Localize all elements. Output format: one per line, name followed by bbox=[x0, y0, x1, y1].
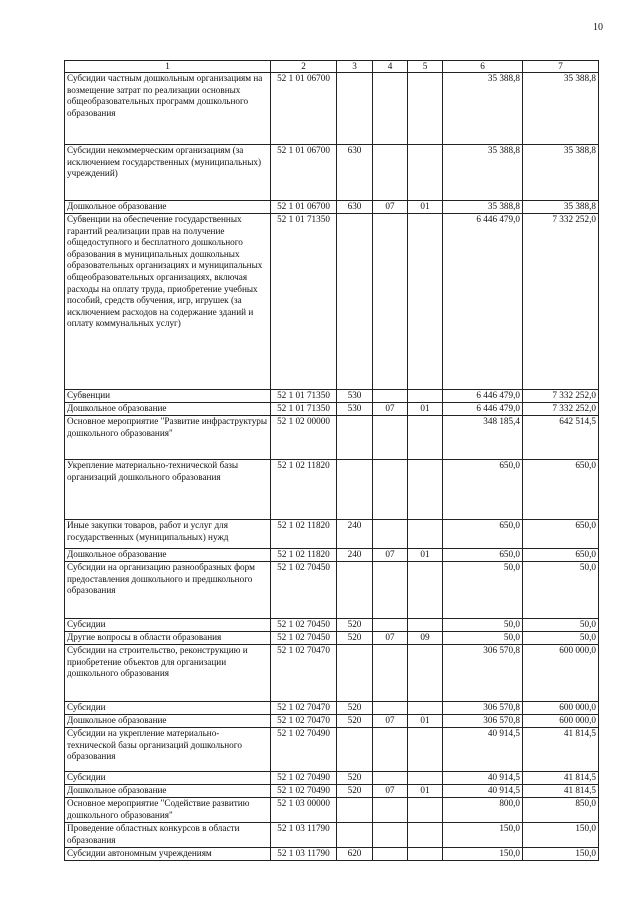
row-subsection bbox=[408, 73, 443, 145]
row-name: Субвенции на обеспечение государственных гарантий реализации прав на получение общедоступного и бесплатного дошкольного образования в муниципальных дошкольных образовательных организациях и муниципальных общеобразовательных организациях, включая расходы на оплату труда, приобретение учебных пособий, средств обучения, игр, игрушек (за исключением расходов на содержание зданий и оплату коммунальных услуг) bbox=[65, 214, 271, 390]
table-row bbox=[65, 460, 599, 520]
row-subsection bbox=[408, 823, 443, 848]
row-amount-year1: 650,0 bbox=[443, 460, 523, 520]
row-section bbox=[373, 823, 408, 848]
table-row bbox=[65, 785, 599, 798]
table-row bbox=[65, 201, 599, 214]
row-section bbox=[373, 416, 408, 460]
row-name: Субсидии на строительство, реконструкцию и приобретение объектов для организации дошкольного образования bbox=[65, 645, 271, 702]
row-amount-year1: 6 446 479,0 bbox=[443, 390, 523, 403]
row-name: Субсидии на укрепление материально-технической базы организаций дошкольного образования bbox=[65, 728, 271, 772]
row-amount-year2: 35 388,8 bbox=[523, 201, 599, 214]
budget-table bbox=[64, 60, 599, 861]
table-body bbox=[65, 73, 599, 861]
row-section: 07 bbox=[373, 549, 408, 562]
row-subsection bbox=[408, 145, 443, 201]
table-row bbox=[65, 73, 599, 145]
row-name: Основное мероприятие "Развитие инфраструктуры дошкольного образования" bbox=[65, 416, 271, 460]
row-amount-year1: 306 570,8 bbox=[443, 702, 523, 715]
row-code: 52 1 01 06700 bbox=[271, 145, 337, 201]
row-amount-year1: 650,0 bbox=[443, 549, 523, 562]
row-name: Другие вопросы в области образования bbox=[65, 632, 271, 645]
row-amount-year1: 35 388,8 bbox=[443, 145, 523, 201]
table-row bbox=[65, 728, 599, 772]
table-row bbox=[65, 562, 599, 619]
table-row bbox=[65, 214, 599, 390]
row-code: 52 1 02 70470 bbox=[271, 715, 337, 728]
row-section bbox=[373, 848, 408, 861]
row-amount-year2: 600 000,0 bbox=[523, 715, 599, 728]
row-subsection: 01 bbox=[408, 403, 443, 416]
table-row bbox=[65, 390, 599, 403]
table-row bbox=[65, 520, 599, 549]
row-subsection bbox=[408, 728, 443, 772]
row-expense-type bbox=[337, 214, 373, 390]
row-subsection bbox=[408, 848, 443, 861]
row-subsection: 09 bbox=[408, 632, 443, 645]
row-code: 52 1 02 70470 bbox=[271, 645, 337, 702]
row-subsection bbox=[408, 416, 443, 460]
row-amount-year1: 306 570,8 bbox=[443, 645, 523, 702]
row-name: Субсидии на организацию разнообразных форм предоставления дошкольного и предшкольного образования bbox=[65, 562, 271, 619]
row-amount-year1: 150,0 bbox=[443, 823, 523, 848]
row-section bbox=[373, 460, 408, 520]
table-row bbox=[65, 145, 599, 201]
row-expense-type: 240 bbox=[337, 520, 373, 549]
row-expense-type: 520 bbox=[337, 632, 373, 645]
row-code: 52 1 02 11820 bbox=[271, 520, 337, 549]
row-name: Иные закупки товаров, работ и услуг для государственных (муниципальных) нужд bbox=[65, 520, 271, 549]
row-expense-type: 530 bbox=[337, 403, 373, 416]
row-subsection bbox=[408, 520, 443, 549]
row-expense-type bbox=[337, 73, 373, 145]
row-subsection bbox=[408, 702, 443, 715]
row-section bbox=[373, 390, 408, 403]
row-expense-type: 530 bbox=[337, 390, 373, 403]
row-section bbox=[373, 772, 408, 785]
row-name: Дошкольное образование bbox=[65, 785, 271, 798]
row-expense-type: 520 bbox=[337, 772, 373, 785]
row-expense-type: 630 bbox=[337, 201, 373, 214]
row-name: Субсидии bbox=[65, 772, 271, 785]
row-expense-type bbox=[337, 798, 373, 823]
row-amount-year2: 150,0 bbox=[523, 823, 599, 848]
row-amount-year1: 6 446 479,0 bbox=[443, 403, 523, 416]
row-section bbox=[373, 728, 408, 772]
row-code: 52 1 01 71350 bbox=[271, 403, 337, 416]
row-code: 52 1 02 70450 bbox=[271, 632, 337, 645]
row-amount-year2: 650,0 bbox=[523, 520, 599, 549]
row-code: 52 1 03 11790 bbox=[271, 848, 337, 861]
row-amount-year1: 35 388,8 bbox=[443, 201, 523, 214]
row-expense-type: 240 bbox=[337, 549, 373, 562]
row-amount-year2: 642 514,5 bbox=[523, 416, 599, 460]
table-row bbox=[65, 403, 599, 416]
row-name: Дошкольное образование bbox=[65, 201, 271, 214]
row-expense-type bbox=[337, 416, 373, 460]
row-amount-year2: 150,0 bbox=[523, 848, 599, 861]
table-row bbox=[65, 848, 599, 861]
row-amount-year1: 40 914,5 bbox=[443, 728, 523, 772]
row-expense-type: 520 bbox=[337, 715, 373, 728]
row-amount-year1: 35 388,8 bbox=[443, 73, 523, 145]
row-name: Дошкольное образование bbox=[65, 403, 271, 416]
row-section: 07 bbox=[373, 403, 408, 416]
table-row bbox=[65, 772, 599, 785]
row-section bbox=[373, 702, 408, 715]
row-amount-year2: 50,0 bbox=[523, 619, 599, 632]
row-amount-year2: 650,0 bbox=[523, 460, 599, 520]
row-section bbox=[373, 73, 408, 145]
table-row bbox=[65, 416, 599, 460]
row-name: Дошкольное образование bbox=[65, 715, 271, 728]
row-name: Субсидии bbox=[65, 702, 271, 715]
row-subsection: 01 bbox=[408, 785, 443, 798]
row-section bbox=[373, 619, 408, 632]
row-expense-type: 520 bbox=[337, 785, 373, 798]
row-amount-year2: 600 000,0 bbox=[523, 702, 599, 715]
row-amount-year2: 35 388,8 bbox=[523, 73, 599, 145]
row-section: 07 bbox=[373, 715, 408, 728]
row-amount-year1: 50,0 bbox=[443, 619, 523, 632]
row-code: 52 1 01 71350 bbox=[271, 390, 337, 403]
header-row bbox=[65, 61, 599, 73]
row-amount-year1: 650,0 bbox=[443, 520, 523, 549]
row-amount-year1: 150,0 bbox=[443, 848, 523, 861]
row-amount-year1: 50,0 bbox=[443, 632, 523, 645]
row-subsection bbox=[408, 390, 443, 403]
row-expense-type bbox=[337, 823, 373, 848]
row-amount-year2: 41 814,5 bbox=[523, 772, 599, 785]
row-section bbox=[373, 520, 408, 549]
row-amount-year2: 50,0 bbox=[523, 562, 599, 619]
row-subsection: 01 bbox=[408, 549, 443, 562]
row-amount-year1: 50,0 bbox=[443, 562, 523, 619]
row-subsection bbox=[408, 772, 443, 785]
row-subsection bbox=[408, 619, 443, 632]
row-expense-type: 620 bbox=[337, 848, 373, 861]
row-expense-type bbox=[337, 562, 373, 619]
row-code: 52 1 02 11820 bbox=[271, 460, 337, 520]
row-name: Субсидии автономным учреждениям bbox=[65, 848, 271, 861]
row-code: 52 1 02 70490 bbox=[271, 728, 337, 772]
row-expense-type: 630 bbox=[337, 145, 373, 201]
row-name: Основное мероприятие "Содействие развитию дошкольного образования" bbox=[65, 798, 271, 823]
row-section: 07 bbox=[373, 785, 408, 798]
column-header: 7 bbox=[523, 61, 599, 73]
row-amount-year2: 7 332 252,0 bbox=[523, 403, 599, 416]
row-section bbox=[373, 798, 408, 823]
row-section bbox=[373, 562, 408, 619]
row-name: Укрепление материально-технической базы организаций дошкольного образования bbox=[65, 460, 271, 520]
row-amount-year2: 850,0 bbox=[523, 798, 599, 823]
row-amount-year1: 306 570,8 bbox=[443, 715, 523, 728]
table-row bbox=[65, 549, 599, 562]
row-name: Субсидии bbox=[65, 619, 271, 632]
row-subsection bbox=[408, 214, 443, 390]
row-amount-year1: 6 446 479,0 bbox=[443, 214, 523, 390]
table-row bbox=[65, 798, 599, 823]
row-amount-year2: 41 814,5 bbox=[523, 728, 599, 772]
row-code: 52 1 02 70470 bbox=[271, 702, 337, 715]
row-expense-type: 520 bbox=[337, 619, 373, 632]
column-header: 3 bbox=[337, 61, 373, 73]
column-header: 2 bbox=[271, 61, 337, 73]
table-row bbox=[65, 823, 599, 848]
row-amount-year1: 40 914,5 bbox=[443, 772, 523, 785]
row-code: 52 1 03 00000 bbox=[271, 798, 337, 823]
row-amount-year2: 7 332 252,0 bbox=[523, 390, 599, 403]
row-name: Субсидии некоммерческим организациям (за исключением государственных (муниципальных) учреждений) bbox=[65, 145, 271, 201]
table-row bbox=[65, 645, 599, 702]
row-amount-year2: 7 332 252,0 bbox=[523, 214, 599, 390]
column-header: 1 bbox=[65, 61, 271, 73]
row-subsection bbox=[408, 798, 443, 823]
row-name: Субвенции bbox=[65, 390, 271, 403]
column-header: 4 bbox=[373, 61, 408, 73]
row-code: 52 1 03 11790 bbox=[271, 823, 337, 848]
row-name: Проведение областных конкурсов в области образования bbox=[65, 823, 271, 848]
row-name: Субсидии частным дошкольным организациям на возмещение затрат по реализации основных общеобразовательных программ дошкольного образования bbox=[65, 73, 271, 145]
row-subsection bbox=[408, 562, 443, 619]
row-amount-year1: 800,0 bbox=[443, 798, 523, 823]
page-number: 10 bbox=[593, 22, 603, 33]
table-row bbox=[65, 619, 599, 632]
row-subsection: 01 bbox=[408, 201, 443, 214]
row-code: 52 1 02 70450 bbox=[271, 562, 337, 619]
table-row bbox=[65, 702, 599, 715]
column-header: 6 bbox=[443, 61, 523, 73]
row-section bbox=[373, 145, 408, 201]
row-code: 52 1 01 71350 bbox=[271, 214, 337, 390]
table-row bbox=[65, 632, 599, 645]
row-section: 07 bbox=[373, 201, 408, 214]
row-code: 52 1 02 70450 bbox=[271, 619, 337, 632]
row-subsection bbox=[408, 645, 443, 702]
row-code: 52 1 02 11820 bbox=[271, 549, 337, 562]
row-section bbox=[373, 645, 408, 702]
row-amount-year2: 50,0 bbox=[523, 632, 599, 645]
row-code: 52 1 01 06700 bbox=[271, 201, 337, 214]
row-amount-year2: 600 000,0 bbox=[523, 645, 599, 702]
row-amount-year1: 40 914,5 bbox=[443, 785, 523, 798]
row-code: 52 1 02 70490 bbox=[271, 772, 337, 785]
column-header: 5 bbox=[408, 61, 443, 73]
row-name: Дошкольное образование bbox=[65, 549, 271, 562]
row-expense-type bbox=[337, 645, 373, 702]
row-expense-type bbox=[337, 460, 373, 520]
row-subsection bbox=[408, 460, 443, 520]
row-amount-year2: 35 388,8 bbox=[523, 145, 599, 201]
row-subsection: 01 bbox=[408, 715, 443, 728]
row-code: 52 1 02 00000 bbox=[271, 416, 337, 460]
row-expense-type: 520 bbox=[337, 702, 373, 715]
row-section: 07 bbox=[373, 632, 408, 645]
row-amount-year1: 348 185,4 bbox=[443, 416, 523, 460]
row-expense-type bbox=[337, 728, 373, 772]
row-amount-year2: 650,0 bbox=[523, 549, 599, 562]
table-row bbox=[65, 715, 599, 728]
row-amount-year2: 41 814,5 bbox=[523, 785, 599, 798]
row-code: 52 1 01 06700 bbox=[271, 73, 337, 145]
row-code: 52 1 02 70490 bbox=[271, 785, 337, 798]
row-section bbox=[373, 214, 408, 390]
